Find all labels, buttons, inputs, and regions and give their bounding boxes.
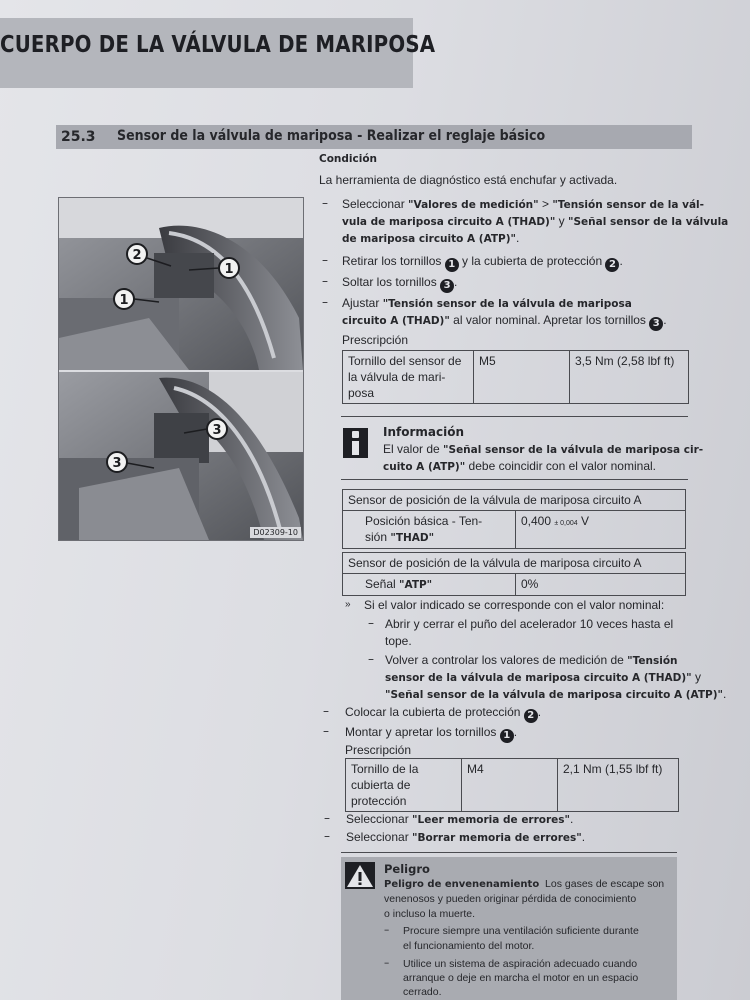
step-select-values-line3 bbox=[342, 230, 519, 248]
condition-text: La herramienta de diagnóstico está enchufar y activada. bbox=[319, 173, 618, 187]
step-select-values bbox=[342, 196, 704, 214]
sub-step-recheck-line3 bbox=[385, 686, 726, 704]
step-bold: "Señal sensor de la válvula bbox=[567, 216, 729, 228]
step-bold: circuito A (THAD)" bbox=[342, 315, 450, 327]
step-bold: sensor de la válvula de mariposa circuito A (THAD)" bbox=[385, 672, 692, 684]
thad-tolerance: ± 0,004 bbox=[554, 520, 578, 527]
conditional-marker: » bbox=[345, 599, 351, 610]
table-cell bbox=[516, 511, 686, 549]
info-text-bold: cuito A (ATP)" bbox=[383, 461, 466, 473]
step-text: . bbox=[513, 725, 518, 739]
danger-text-part: Los gases de escape son bbox=[545, 878, 665, 890]
step-text: . bbox=[537, 705, 542, 719]
step-text: Colocar la cubierta de protección bbox=[345, 705, 524, 719]
divider bbox=[341, 852, 677, 853]
atp-table bbox=[342, 552, 686, 596]
step-text: . bbox=[619, 254, 623, 268]
table-row bbox=[343, 490, 686, 511]
step-text: . bbox=[454, 275, 458, 289]
dash-icon: – bbox=[368, 616, 374, 630]
dash-icon: – bbox=[324, 811, 330, 825]
danger-item-2-line3: cerrado. bbox=[403, 986, 442, 998]
step-text: Retirar los tornillos bbox=[342, 254, 445, 268]
number-3-icon: 3 bbox=[440, 279, 454, 293]
section-title: Sensor de la válvula de mariposa - Realizar el reglaje básico bbox=[117, 128, 546, 144]
dash-icon: – bbox=[324, 829, 330, 843]
divider bbox=[341, 479, 688, 480]
callout-1-a: 1 bbox=[224, 262, 234, 277]
table-header: Sensor de posición de la válvula de mariposa circuito A bbox=[343, 490, 686, 511]
photo-code: D02309-10 bbox=[250, 527, 301, 538]
dash-icon: – bbox=[384, 924, 390, 936]
step-text: y bbox=[555, 214, 568, 228]
condition-heading: Condición bbox=[319, 153, 378, 165]
callout-2: 2 bbox=[132, 248, 142, 263]
prescription-label: Prescripción bbox=[342, 333, 409, 347]
step-text: Soltar los tornillos bbox=[342, 275, 441, 289]
prescription-table-2 bbox=[345, 758, 679, 812]
table-cell: 2,1 Nm (1,55 lbf ft) bbox=[558, 759, 679, 812]
table-row bbox=[343, 511, 686, 549]
danger-text-line3: o incluso la muerte. bbox=[384, 908, 476, 920]
table-cell bbox=[343, 511, 516, 549]
info-text-part: debe coincidir con el valor nominal. bbox=[465, 459, 656, 473]
step-adjust-line2 bbox=[342, 312, 667, 331]
step-bold: "Tensión sensor de la vál- bbox=[552, 199, 705, 211]
danger-subheading: Peligro de envenenamiento bbox=[384, 879, 540, 890]
dash-icon: – bbox=[323, 724, 329, 738]
step-bold: vula de mariposa circuito A (THAD)" bbox=[342, 216, 556, 228]
callout-3-a: 3 bbox=[212, 423, 222, 438]
info-text-line2 bbox=[383, 458, 656, 476]
danger-heading: Peligro bbox=[384, 862, 430, 876]
thad-unit: V bbox=[577, 514, 590, 528]
warning-icon bbox=[345, 862, 375, 889]
danger-item-2-line2: arranque o deje en marcha el motor en un espacio bbox=[403, 972, 639, 984]
step-bold: "Tensión sensor de la válvula de mariposa bbox=[382, 298, 632, 310]
step-text: Seleccionar bbox=[346, 830, 413, 844]
info-heading: Información bbox=[383, 425, 465, 439]
danger-text-line2: venenosos y pueden originar pérdida de conocimiento bbox=[384, 893, 637, 905]
divider bbox=[341, 416, 688, 417]
step-mount-screws bbox=[345, 724, 517, 743]
step-text: . bbox=[570, 812, 574, 826]
step-fit-cover bbox=[345, 704, 541, 723]
prescription-label: Prescripción bbox=[345, 743, 412, 757]
danger-item-2: Utilice un sistema de aspiración adecuado cuando bbox=[403, 958, 638, 970]
step-bold: "Leer memoria de errores" bbox=[412, 814, 571, 826]
step-adjust bbox=[342, 295, 632, 313]
thad-value: 0,400 bbox=[521, 514, 552, 528]
info-text-bold: "Señal sensor de la válvula de mariposa cir- bbox=[443, 444, 704, 456]
step-bold: "Valores de medición" bbox=[408, 199, 539, 211]
step-clear-errors bbox=[346, 829, 585, 847]
dash-icon: – bbox=[368, 652, 374, 666]
step-read-errors bbox=[346, 811, 573, 829]
step-text: > bbox=[538, 197, 553, 211]
table-cell: Tornillo del sensor de la válvula de mari-posa bbox=[343, 351, 474, 404]
number-1-icon: 1 bbox=[500, 729, 514, 743]
table-header: Sensor de posición de la válvula de mariposa circuito A bbox=[343, 553, 686, 574]
danger-item-1-line2: el funcionamiento del motor. bbox=[403, 940, 535, 952]
sub-step-recheck-line2 bbox=[385, 669, 701, 687]
table-cell: Tornillo de la cubierta de protección bbox=[346, 759, 462, 812]
table-cell: M4 bbox=[462, 759, 558, 812]
danger-text bbox=[384, 877, 664, 892]
table-row bbox=[343, 574, 686, 596]
chapter-title: CUERPO DE LA VÁLVULA DE MARIPOSA bbox=[0, 32, 436, 58]
sub-step-throttle-line2: tope. bbox=[385, 634, 412, 648]
step-text: y bbox=[691, 670, 701, 684]
dash-icon: – bbox=[322, 253, 328, 267]
table-cell: M5 bbox=[474, 351, 570, 404]
info-text bbox=[383, 441, 703, 459]
step-bold: "Tensión bbox=[627, 655, 678, 667]
info-icon bbox=[343, 428, 368, 458]
section-number: 25.3 bbox=[61, 129, 96, 145]
dash-icon: – bbox=[322, 196, 328, 210]
cell-text: Posición básica - Ten- bbox=[365, 514, 483, 528]
cell-text: sión bbox=[365, 530, 391, 544]
dash-icon: – bbox=[322, 295, 328, 309]
sub-step-recheck bbox=[385, 652, 678, 670]
step-text: . bbox=[722, 687, 727, 701]
table-row bbox=[346, 759, 679, 812]
dash-icon: – bbox=[323, 704, 329, 718]
step-text: y la cubierta de protección bbox=[458, 254, 606, 268]
table-cell bbox=[343, 574, 516, 596]
cell-text-bold: "THAD" bbox=[390, 532, 435, 544]
table-cell: 3,5 Nm (2,58 lbf ft) bbox=[570, 351, 689, 404]
cell-text: Señal bbox=[365, 577, 400, 591]
sub-step-throttle: Abrir y cerrar el puño del acelerador 10 veces hasta el bbox=[385, 617, 674, 631]
step-text: Volver a controlar los valores de medición de bbox=[385, 653, 628, 667]
step-text: al valor nominal. Apretar los tornillos bbox=[449, 313, 650, 327]
step-loosen-screws bbox=[342, 274, 457, 293]
step-bold: "Señal sensor de la válvula de mariposa circuito A (ATP)" bbox=[385, 689, 723, 701]
cell-text-bold: "ATP" bbox=[399, 579, 433, 591]
table-row bbox=[343, 351, 689, 404]
danger-item-1: Procure siempre una ventilación suficiente durante bbox=[403, 925, 639, 937]
callout-1-b: 1 bbox=[119, 293, 129, 308]
conditional-text: Si el valor indicado se corresponde con el valor nominal: bbox=[364, 598, 665, 612]
throttle-body-photo bbox=[58, 197, 304, 541]
step-remove-screws bbox=[342, 253, 623, 272]
prescription-table bbox=[342, 350, 689, 404]
step-text: . bbox=[516, 231, 520, 245]
photo-illustration bbox=[59, 198, 303, 540]
number-3-icon: 3 bbox=[649, 317, 663, 331]
step-text: Ajustar bbox=[342, 296, 383, 310]
dash-icon: – bbox=[384, 957, 390, 969]
table-row bbox=[343, 553, 686, 574]
step-text: Montar y apretar los tornillos bbox=[345, 725, 500, 739]
step-text: Seleccionar bbox=[342, 197, 409, 211]
step-text: . bbox=[663, 313, 667, 327]
step-text: Seleccionar bbox=[346, 812, 413, 826]
step-bold: "Borrar memoria de errores" bbox=[412, 832, 582, 844]
dash-icon: – bbox=[322, 274, 328, 288]
step-text: . bbox=[581, 830, 586, 844]
step-select-values-line2 bbox=[342, 213, 728, 231]
table-cell: 0% bbox=[516, 574, 686, 596]
thad-table bbox=[342, 489, 686, 549]
number-2-icon: 2 bbox=[605, 258, 619, 272]
step-bold: de mariposa circuito A (ATP)" bbox=[342, 233, 517, 245]
number-2-icon: 2 bbox=[524, 709, 538, 723]
callout-3-b: 3 bbox=[112, 456, 122, 471]
number-1-icon: 1 bbox=[445, 258, 459, 272]
info-text-part: El valor de bbox=[383, 442, 444, 456]
